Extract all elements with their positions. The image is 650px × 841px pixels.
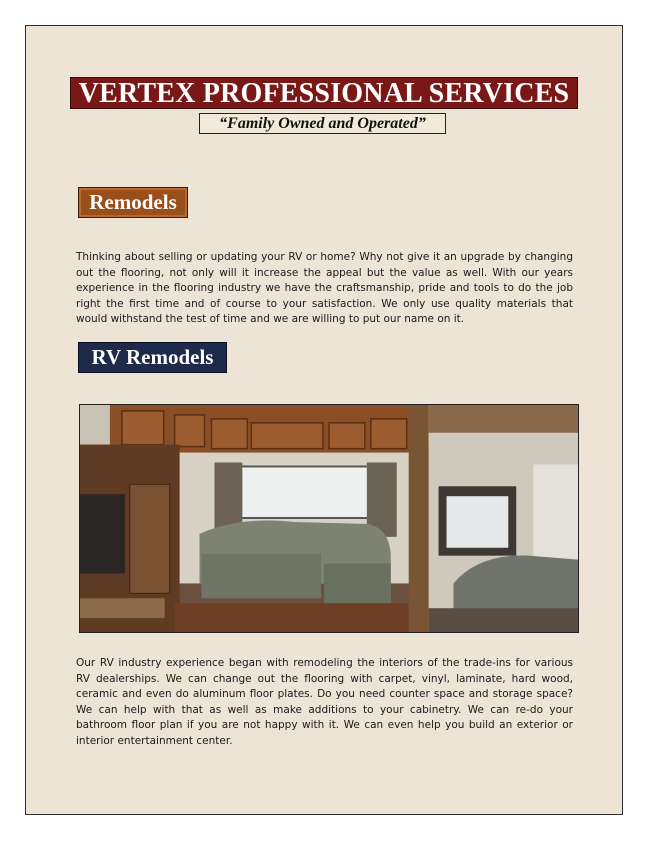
rv-interior-photo bbox=[79, 404, 579, 633]
rv-remodels-paragraph: Our RV industry experience began with remodeling the interiors of the trade-ins for various RV dealerships. We can change out the flooring with carpet, vinyl, laminate, hard wood, ceramic and even do aluminum floor plates. Do you need counter space and storage space? We can help with that as well as make additions to your cabinetry. We can re-do your bathroom floor plan if you are not happy with it. We can even help you build an exterior or interior entertainment center. bbox=[76, 657, 573, 747]
remodels-heading: Remodels bbox=[78, 187, 188, 218]
company-name-banner: VERTEX PROFESSIONAL SERVICES bbox=[70, 77, 578, 109]
remodels-paragraph: Thinking about selling or updating your RV or home? Why not give it an upgrade by changing out the flooring, not only will it increase the appeal but the value as well. With our years experience in the flooring industry we have the craftsmanship, pride and tools to do the job right the first time and of course to your satisfaction. We only use quality materials that would withstand the test of time and we are willing to put our name on it. bbox=[76, 251, 573, 325]
rv-remodels-heading: RV Remodels bbox=[78, 342, 227, 373]
tagline: “Family Owned and Operated” bbox=[199, 113, 446, 134]
